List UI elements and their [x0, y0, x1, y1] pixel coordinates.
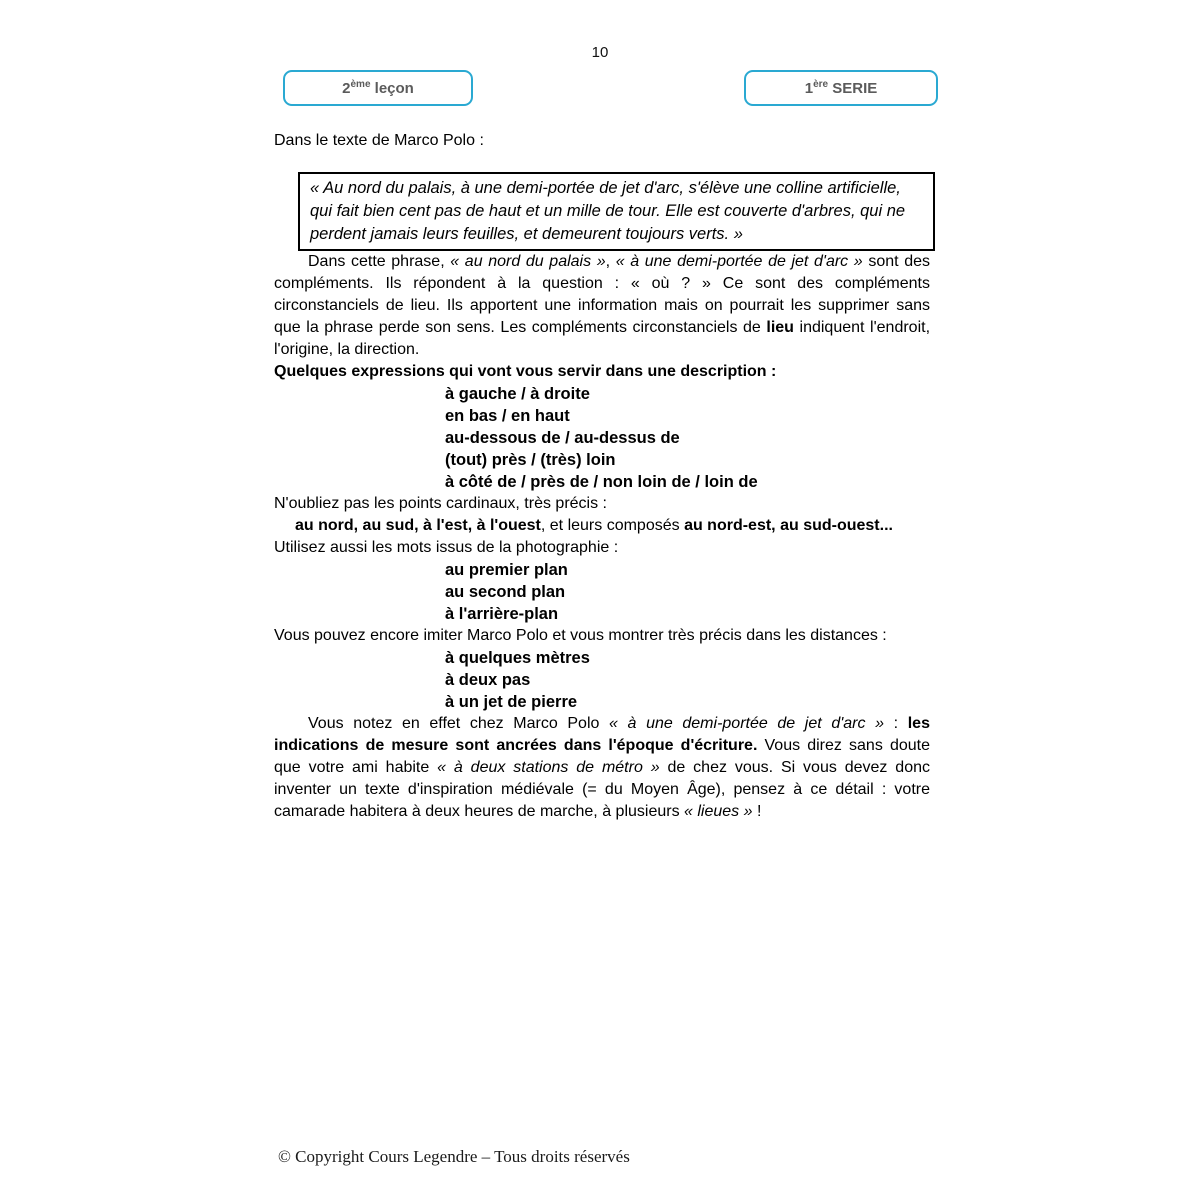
- serie-box-label: 1ère SERIE: [804, 78, 878, 97]
- expressions-list: [445, 383, 930, 493]
- list-item: à côté de / près de / non loin de / loin de: [445, 473, 758, 491]
- phrase-paragraph: Dans cette phrase, « au nord du palais », « à une demi-portée de jet d'arc » sont des compléments. Ils répondent à la question : « où ? » Ce sont des compléments circonstanciels de lieu. Ils apportent une information mais on pourrait les supprimer sans que la phrase perde son sens. Les compléments circonstanciels de lieu indiquent l'endroit, l'origine, la direction.: [274, 253, 931, 358]
- lesson-box: [283, 70, 473, 106]
- expressions-heading: Quelques expressions qui vont vous servir dans une description :: [274, 363, 777, 380]
- distances-intro: Vous pouvez encore imiter Marco Polo et vous montrer très précis dans les distances :: [274, 627, 887, 644]
- intro-line: Dans le texte de Marco Polo :: [274, 132, 484, 149]
- page-number: 10: [591, 44, 609, 61]
- distances-list: [445, 647, 930, 713]
- photography-intro: Utilisez aussi les mots issus de la photographie :: [274, 539, 619, 556]
- final-paragraph: Vous notez en effet chez Marco Polo « à une demi-portée de jet d'arc » : les indications de mesure sont ancrées dans l'époque d'écriture. Vous direz sans doute que votre ami habite « à deux stations de métro » de chez vous. Si vous devez donc inventer un texte d'inspiration médiévale (= du Moyen Âge), pensez à ce détail : votre camarade habitera à deux heures de marche, à plusieurs « lieues » !: [274, 715, 930, 820]
- list-item: (tout) près / (très) loin: [445, 451, 616, 469]
- list-item: au second plan: [445, 583, 566, 601]
- lesson-box-label: 2ème leçon: [342, 78, 414, 97]
- list-item: à l'arrière-plan: [445, 605, 559, 623]
- list-item: au premier plan: [445, 561, 568, 579]
- quote-text: « Au nord du palais, à une demi-portée de jet d'arc, s'élève une colline artificielle, qui fait bien cent pas de haut et un mille de tour. Elle est couverte d'arbres, qui ne perdent jamais leurs feuilles, et demeurent toujours verts. »: [310, 179, 906, 243]
- cardinals-intro: N'oubliez pas les points cardinaux, très précis :: [274, 495, 607, 512]
- list-item: à un jet de pierre: [445, 693, 578, 711]
- photography-list: [445, 559, 930, 625]
- serie-box: [744, 70, 938, 106]
- footer-copyright: © Copyright Cours Legendre – Tous droits réservés: [278, 1147, 630, 1166]
- list-item: à quelques mètres: [445, 649, 590, 667]
- list-item: à gauche / à droite: [445, 385, 590, 403]
- list-item: en bas / en haut: [445, 407, 570, 425]
- document-body: [274, 130, 930, 823]
- list-item: à deux pas: [445, 671, 531, 689]
- quote-box: [298, 172, 935, 251]
- cardinals-line: au nord, au sud, à l'est, à l'ouest, et leurs composés au nord-est, au sud-ouest...: [295, 517, 893, 534]
- list-item: au-dessous de / au-dessus de: [445, 429, 680, 447]
